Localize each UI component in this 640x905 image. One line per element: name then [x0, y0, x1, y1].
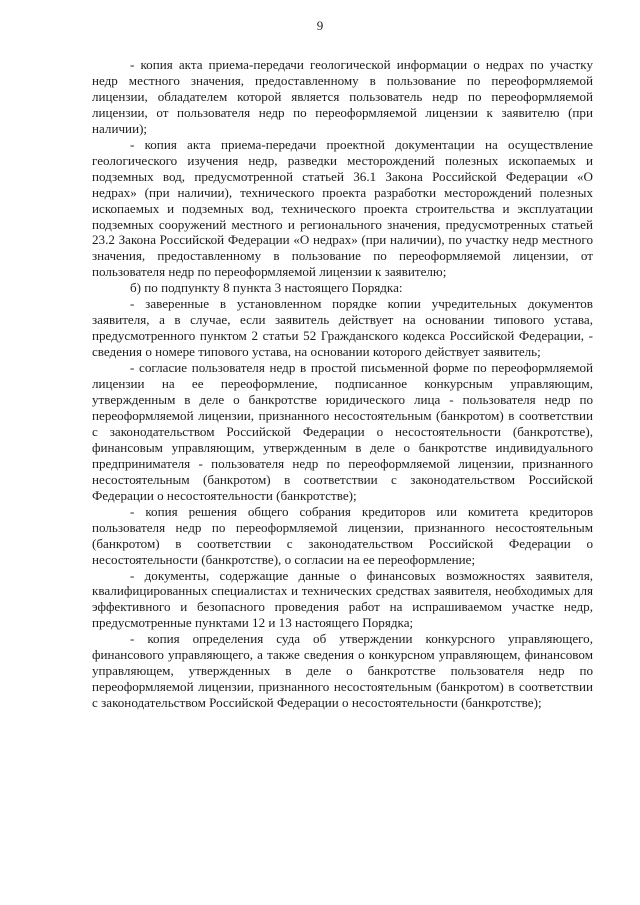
paragraph-financial-capability-docs: - документы, содержащие данные о финансовых возможностях заявителя, квалифицированных специалистах и технических средствах заявителя, необходимых для эффективного и безопасного проведения работ на испрашиваемом участке недр, предусмотренные пунктами 12 и 13 настоящего Порядка;	[92, 567, 593, 631]
page-number: 9	[316, 18, 324, 33]
paragraph-creditors-decision: - копия решения общего собрания кредиторов или комитета кредиторов пользователя недр по переоформляемой лицензии, признанного несостоятельным (банкротом) в соответствии с законодательством Российской Федерации о несостоятельности (банкротстве), о согласии на ее переоформление;	[92, 503, 593, 567]
paragraph-founding-documents: - заверенные в установленном порядке копии учредительных документов заявителя, а в случае, если заявитель действует на основании типового устава, предусмотренного пунктом 2 статьи 52 Гражданского кодекса Российской Федерации, - сведения о номере типового устава, на основании которого действует заявитель;	[92, 296, 593, 360]
paragraph-geological-info-act: - копия акта приема-передачи геологической информации о недрах по участку недр местного значения, предоставленному в пользование по переоформляемой лицензии, обладателем которой является пользователь недр по переоформляемой лицензии, от пользователя недр по переоформляемой лицензии к заявителю (при наличии);	[92, 57, 593, 136]
paragraph-subitem-b-heading: б) по подпункту 8 пункта 3 настоящего Порядка:	[130, 280, 403, 296]
paragraph-project-documentation-act: - копия акта приема-передачи проектной документации на осуществление геологического изучения недр, разведки месторождений полезных ископаемых и подземных вод, предусмотренной статьей 36.1 Закона Российской Федерации «О недрах» (при наличии), технического проекта разработки месторождений полезных ископаемых и подземных вод, технического проекта строительства и эксплуатации подземных сооружений местного и регионального значения, предусмотренных статьей 23.2 Закона Российской Федерации «О недрах» (при наличии), по участку недр местного значения, предоставленному в пользование по переоформляемой лицензии, от пользователя недр по переоформляемой лицензии к заявителю;	[92, 136, 593, 280]
paragraph-subsoil-user-consent: - согласие пользователя недр в простой письменной форме по переоформляемой лицензии на ее переоформление, подписанное конкурсным управляющим, утвержденным в деле о банкротстве юридического лица - пользователя недр по переоформляемой лицензии, признанного несостоятельным (банкротом) в соответствии с законодательством Российской Федерации о несостоятельности (банкротстве), финансовым управляющим, утвержденным в деле о банкротстве индивидуального предпринимателя - пользователя недр по переоформляемой лицензии, признанного несостоятельным (банкротом) в соответствии с законодательством Российской Федерации о несостоятельности (банкротстве);	[92, 360, 593, 503]
paragraph-court-ruling-copy: - копия определения суда об утверждении конкурсного управляющего, финансового управляющего, а также сведения о конкурсном управляющем, финансовом управляющем, утвержденных в деле о банкротстве пользователя недр по переоформляемой лицензии, признанного несостоятельным (банкротом) в соответствии с законодательством Российской Федерации о несостоятельности (банкротстве);	[92, 631, 593, 711]
document-body	[92, 57, 593, 711]
